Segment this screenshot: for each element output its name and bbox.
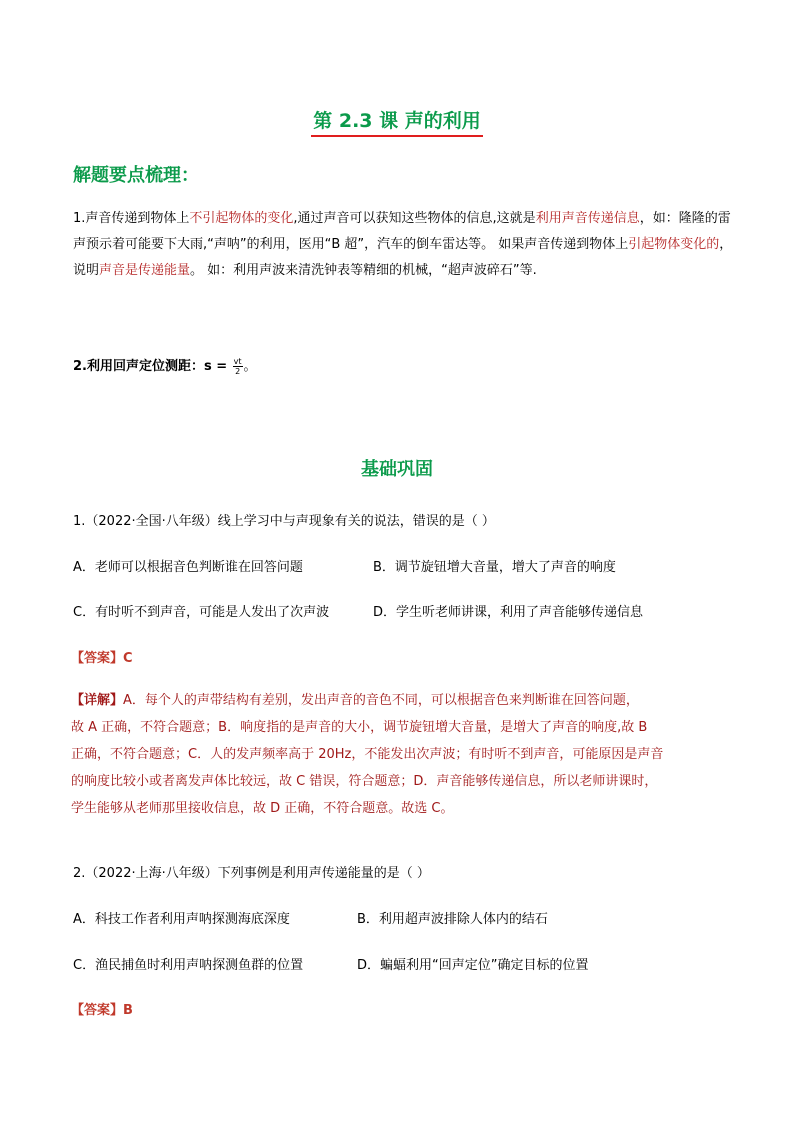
question-2-answer: 【答案】B — [71, 1003, 133, 1018]
section-heading-key-points: 解题要点梳理： — [73, 165, 199, 186]
fraction: $\frac{vt}{2}$ — [233, 357, 242, 376]
key-point-2: 2.利用回声定位测距：s = $\frac{vt}{2}$ 。 — [73, 357, 257, 376]
question-1-stem: 1.（2022·全国·八年级）线上学习中与声现象有关的说法，错误的是（ ） — [73, 514, 495, 529]
detail-line: 正确，不符合题意；C．人的发声频率高于 20Hz，不能发出次声波；有时听不到声音，可能原因是声音 — [71, 747, 664, 762]
key-point-1: 1.声音传递到物体上不引起物体的变化,通过声音可以获知这些物体的信息,这就是利用声音传递信息，如：隆隆的雷声预示着可能要下大雨,“声呐”的利用，医用“B 超”，汽车的倒车雷达等。 如果声音传递到物体上引起物体变化的，说明声音是传递能量。 如：利用声波来清洗钟表等精细的机械，“超声波碎石”等. — [73, 211, 733, 278]
question-2-option-d: D．蝙蝠利用“回声定位”确定目标的位置 — [357, 958, 589, 973]
question-2-option-b: B．利用超声波排除人体内的结石 — [357, 912, 548, 927]
question-2-stem: 2.（2022·上海·八年级）下列事例是利用声传递能量的是（ ） — [73, 866, 430, 881]
detail-line: 的响度比较小或者离发声体比较远，故 C 错误，符合题意；D．声音能够传递信息，所以老师讲课时， — [71, 774, 658, 789]
detail-line: 学生能够从老师那里接收信息，故 D 正确，不符合题意。故选 C。 — [71, 801, 454, 816]
page-title: 第 2.3 课 声的利用 — [0, 106, 794, 137]
question-1-option-c: C．有时听不到声音，可能是人发出了次声波 — [73, 605, 330, 620]
section-heading-basics: 基础巩固 — [361, 459, 433, 480]
question-1-answer: 【答案】C — [71, 651, 133, 666]
question-1-option-b: B．调节旋钮增大音量，增大了声音的响度 — [373, 560, 616, 575]
detail-line: 故 A 正确，不符合题意；B．响度指的是声音的大小，调节旋钮增大音量，是增大了声音的响度,故 B — [71, 720, 648, 735]
question-2-option-a: A．科技工作者利用声呐探测海底深度 — [73, 912, 290, 927]
question-1-option-d: D．学生听老师讲课，利用了声音能够传递信息 — [373, 605, 644, 620]
question-1-detail — [71, 687, 736, 822]
detail-line: 【详解】A．每个人的声带结构有差别，发出声音的音色不同，可以根据音色来判断谁在回答问题， — [71, 693, 639, 708]
question-1-option-a: A．老师可以根据音色判断谁在回答问题 — [73, 560, 303, 575]
question-2-option-c: C．渔民捕鱼时利用声呐探测鱼群的位置 — [73, 958, 304, 973]
